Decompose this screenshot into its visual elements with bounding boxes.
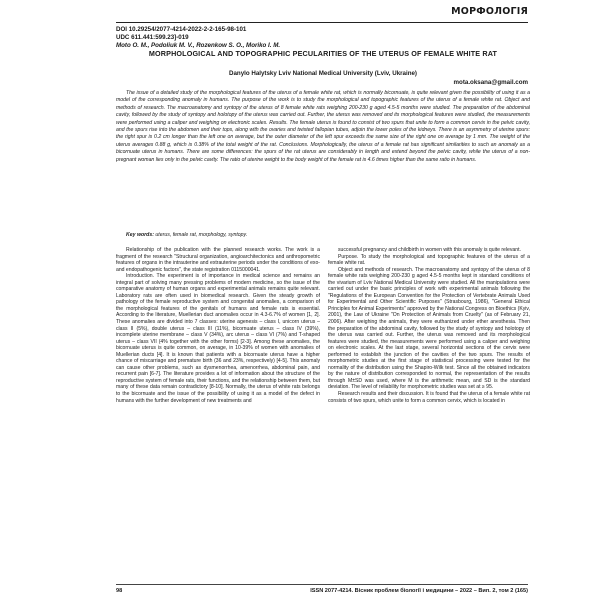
author-email: mota.oksana@gmail.com (453, 79, 528, 86)
header-divider (116, 22, 528, 23)
right-column (328, 247, 530, 581)
journal-citation: ISSN 2077-4214. Вісник проблем біології і медицини – 2022 – Вип. 2, том 2 (165) (310, 588, 528, 594)
footer-divider (116, 584, 528, 585)
keywords-text: uterus, female rat, morphology, syntopy. (155, 232, 248, 238)
left-column (116, 247, 320, 581)
abstract: The issue of a detailed study of the morphological features of the uterus of a female white rat, which is normally bicornuate, is quite relevant given the possibility of using it as a model of the corresponding anomaly in humans. The purpose of the work is to study the morphological and topographic features of the uterus of a female white rat. Object and methods of research. The macroanatomy and syntopy of the uterus of 8 female white rats weighing 200-230 g aged 4.5-5 months were studied. The preparation of the abdominal cavity, followed by the study of syntopy and holotopy of the uterus was carried out. Further, the uterus was removed and its morphological features were studied, the measurements were performed using a caliper and weighing on electronic scales. Results. The female uterus is found to consist of two spurs that unite to form a common cervix in the pelvic cavity, and the spurs rise into the abdomen and their tops, along with the ovaries and twisted fallopian tubes, adjoin the lower poles of the kidneys. There is an asymmetry of uterine spurs: the right spur is 0.2 cm longer than the left one on average, but the outer diameter of the left spur exceeds the same size of the right one on average by 1 mm. The weight of the uterus averages 0.88 g, which is 0.38% of the total weight of the rat. Conclusions. Morphologically, the uterus of a female rat has significant similarities to such an anomaly as a bicornuate uterus in humans. There are some differences: the spurs of the rat uterus are considerably in length and extend beyond the pelvic cavity, while the uterus of a non-pregnant woman lies only in the pelvic cavity. The ratio of uterine weight to the body weight of the female rat is 4.6 times higher than the same ratio in humans. (116, 90, 530, 163)
page-number: 98 (116, 588, 123, 594)
paragraph: successful pregnancy and childbirth in women with this anomaly is quite relevant. (338, 247, 521, 253)
paragraph: Relationship of the publication with the planned research works. The work is a fragment of the research "Structural organization, angioarchitectonics and anthropometric features of organs in the intrauterine and extrauterine periods under the conditions of exo- and endopathogenic factors", the state registration 0115000041. (116, 247, 320, 273)
article-title: MORPHOLOGICAL AND TOPOGRAPHIC PECULARITIES OF THE UTERUS OF FEMALE WHITE RAT (148, 49, 498, 58)
keywords-label: Key words: (126, 232, 154, 238)
doi-line: DOI 10.29254/2077-4214-2022-2-2-165-98-101 (116, 26, 247, 33)
paragraph: Purpose. To study the morphological and topographic features of the uterus of a female white rat. (328, 253, 530, 267)
paragraph: Object and methods of research. The macroanatomy and syntopy of the uterus of 8 female white rats weighing 200-230 g aged 4.5-5 months kept in standard conditions of the vivarium of Lviv National Medical University were studied. All the manipulations were carried out under the basic principles of work with experimental animals following the "Regulations of the European Convention for the Protection of Vertebrate Animals Used for Experimental and Other Scientific Purposes" (Strasbourg, 1986), "General Ethical Principles for Animal Experiments" approved by the National Congress on Bioethics (Kyiv, 2001), the Law of Ukraine "On Protection of Animals from Cruelty" (as of February 21, 2006). After weighing the animals, they were euthanized under ether anesthesia. Then the preparation of the abdominal cavity, followed by the study of syntopy and holotopy of the uterus was carried out. Further, the uterus was removed and its morphological features were studied, the measurements were performed using a caliper and weighing on electronic scales. At the last stage, several horizontal sections of the cervix were performed to establish the junction of the cavities of the two spurs. The results of morphometric studies at the first stage of statistical processing were tested for the normality of the distribution using the Shapiro-Wilk test. Since all the obtained indicators by the nature of distribution corresponded to normal, the representation of the results through M±SD was used, where M is the arithmetic mean, and SD is the standard deviation. The level of reliability for morphometric studies was set at ≥ 95. (328, 266, 530, 391)
authors-line: Moto O. M., Podoliuk M. V., Rozenkow S. O., Moriko I. M. (116, 42, 281, 49)
paragraph: Research results and their discussion. It is found that the uterus of a female white rat consists of two spurs, which unite to form a common cervix, which is located in (328, 391, 530, 404)
udc-line: UDC 611.441:599.23]-019 (116, 34, 189, 41)
paragraph: Introduction. The experiment is of importance in medical science and remains an integral part of solving many pressing problems of modern medicine, so the issue of the comparative anatomy of human organs and experimental animals remains quite relevant. Laboratory rats are often used in biomedical research. Given the steady growth of pathology of the female reproductive system and congenital anomalies, a comparison of the morphological features of the genitals of humans and female rats is essential. According to the literature, Muellerian duct anomalies occur in 4.3-6.7% of women [1, 2]. These anomalies are divided into 7 classes: uterine agenesis – class I, unicorn uterus – class II (5%), double uterus – class III (11%), bicornuate uterus – class IV (39%), incomplete uterine membrane – class V (34%), arc uterus – class VI (7%) and T-shaped uterus – class VII (4% together with the other forms) [2-3]. Among these anomalies, the bicornuate uterus is quite common, on average, in 10-39% of women with anomalies of Muellerian ducts [4]. It is known that patients with a bicornuate uterus have a higher chance of miscarriage and premature birth (36 and 23%, respectively) [4-5]. This anomaly can cause other problems, such as dysmenorrhea, amenorrhea, abdominal pain, and recurrent pain [6-7]. The literature provides a lot of information about the structure of the reproductive system of female rats, their functions, and the relationship between them, but many of these data remain contradictory [8-10]. Normally, the uterus of white rats belongs to the bicornuate and the issue of the possibility of using it as a model of the defect in humans with the further development of new treatments and (116, 273, 320, 404)
affiliation: Danylo Halytsky Lviv National Medical University (Lviv, Ukraine) (229, 70, 417, 77)
keywords (116, 232, 530, 239)
section-title: МОРФОЛОГІЯ (451, 6, 528, 17)
